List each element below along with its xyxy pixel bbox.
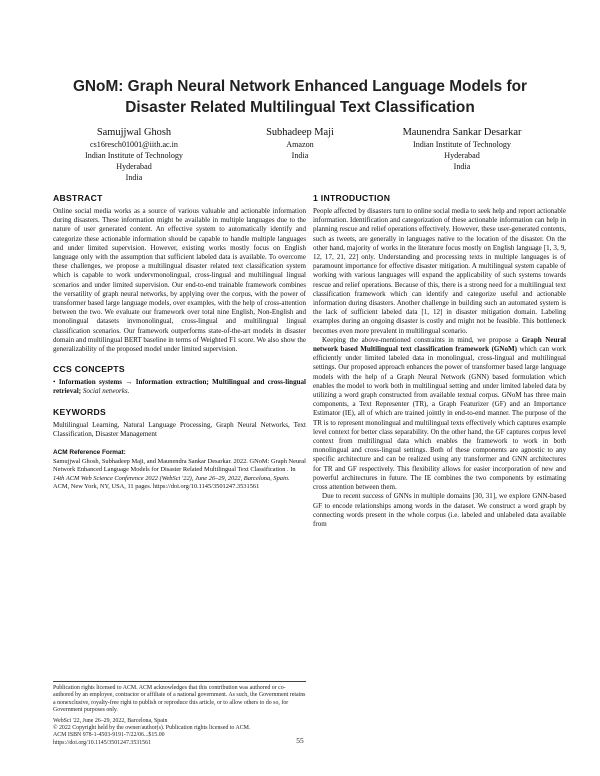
page-number: 55 [296, 736, 304, 745]
reference-format-label: ACM Reference Format: [53, 449, 126, 457]
intro-p2-bold-name: Graph Neural network based Multilingual text classification framework [313, 335, 566, 354]
paper-title [40, 76, 560, 118]
acm-reference-format [53, 449, 306, 492]
reference-authors: Samujjwal Ghosh, Subhadeep Maji, and Maunendra Sankar Desarkar. 2022. GNoM: Graph Neural Network Enhanced Language Models for Disaster Related Multilingual Text Classification . In [53, 457, 306, 474]
keywords-heading: KEYWORDS [53, 406, 107, 417]
abstract-text: Online social media works as a source of various valuable and actionable information during disasters. These information might be available in multiple languages due to the nature of user generated content. An effective system to automatically identify and categorize these actionable information should be capable to handle multiple languages and under limited supervision. However, existing works mostly focus on English language only with the assumption that sufficient labeled data is available. To overcome these challenges, we propose a multilingual disaster related text classification system which is capable to work undervmonolingual, cross-lingual and multilingual lingual scenarios and under limited supervision. Our end-to-end trainable framework combines the versatility of graph neural networks, by applying over the corpus, with the power of transformer based large language models, over examples, with the help of cross-attention between the two. We evaluate our framework over total nine English, Non-English and monolingual datasets invmonolingual, cross-lingual and multilingual lingual classification scenarios. Our framework outperforms state-of-the-art models in disaster domain and multilingual BERT baseline in terms of Weighted F1 score. We also show the generalizability of the proposed model under limited supervision. [53, 207, 306, 354]
ccs-concepts-italic: Social networks. [82, 387, 130, 396]
ccs-heading: CCS CONCEPTS [53, 364, 125, 375]
intro-p2-start: Keeping the above-mentioned constraints in mind, we propose a [322, 335, 519, 344]
author-email[interactable]: cs16resch01001@iith.ac.in [90, 140, 178, 149]
ccs-text [53, 378, 306, 396]
isbn-line: ACM ISBN 978-1-4503-9191-7/22/06...$15.00 [53, 732, 165, 739]
ccs-bullet: • [53, 378, 56, 387]
author-affiliation: Indian Institute of Technology [413, 140, 511, 149]
rights-statement: Publication rights licensed to ACM. ACM acknowledges that this contribution was authored or co-authored by an employee, contractor or affiliate of a national government. As such, the Government retains a nonexclusive, royalty-free right to publish or reproduce this article, or to allow others to do so, for Government purposes only. [53, 685, 306, 714]
author-country: India [125, 173, 143, 182]
reference-tail: ACM, New York, NY, USA, 11 pages. https://doi.org/10.1145/3501247.3531561 [53, 483, 260, 491]
right-column [313, 193, 566, 529]
author-name: Maunendra Sankar Desarkar [402, 127, 522, 138]
author-name: Subhadeep Maji [266, 127, 334, 138]
copyright-line: © 2022 Copyright held by the owner/author(s). Publication rights licensed to ACM. [53, 725, 251, 732]
left-column [53, 193, 306, 492]
author-block-3 [380, 126, 544, 172]
conference-line: WebSci '22, June 26–29, 2022, Barcelona, Spain [53, 717, 168, 724]
reference-venue: 14th ACM Web Science Conference 2022 (WebSci '22), June 26–29, 2022, Barcelona, Spain. [53, 474, 290, 482]
author-city: Hyderabad [444, 151, 480, 160]
author-city: Hyderabad [116, 162, 152, 171]
title-line-1: GNoM: Graph Neural Network Enhanced Language Models for [72, 78, 528, 95]
ccs-concepts-bold: Information systems → Information extraction; Multilingual and cross-lingual retrieval; [53, 378, 306, 396]
author-name: Samujjwal Ghosh [96, 127, 172, 138]
intro-paragraph-1: People affected by disasters turn to online social media to seek help and report actionable information. Identification and categorization of these actionable information can help in planning rescue and relief operations effectively. However, these user-generated contents, such as tweets, are generally in languages native to the location of the disaster. On the other hand, majority of works in the literature focus mostly on English language [1, 3, 9, 12, 17, 21, 22] only. Understanding and processing texts in multiple languages is of paramount importance for effective disaster mitigation. A multilingual system capable of working with various languages will expand the applicability of such systems towards rescue and relief operations. Because of this, there is a strong need for a multilingual text classification framework which can identify and categorize useful and actionable information during disasters. Another challenge in building such an automated system is the lack of sufficient labeled data [1, 12] in disaster mitigation domain. Labeling examples during an ongoing disaster is costly and might not be feasible. This bottleneck becomes even more prevalent in multilingual scenario. [313, 207, 566, 335]
keywords-text: Multilingual Learning, Natural Language Processing, Graph Neural Networks, Text Classification, Disaster Management [53, 420, 306, 438]
introduction-heading: 1 INTRODUCTION [313, 193, 391, 203]
abstract-heading: ABSTRACT [53, 193, 103, 203]
author-block-2 [236, 126, 364, 161]
intro-paragraph-3: Due to recent success of GNNs in multiple domains [30, 31], we explore GNN-based GF to encode relationships among words in the dataset. We construct a word graph by connecting words present in the whole corpus (i.e. labeled and unlabeled data available from [313, 492, 566, 528]
intro-p2-rest: which can work efficiently under limited labeled data in monolingual, cross-lingual and multilingual settings. Our proposed approach enhances the power of transformer based large language models with the help of a Graph Neural Network (GNN) based formulation which enables the model to work both in multilingual setting and under limited labeled data by utilizing a word graph constructed from available textual corpus. GNoM has three main components, a Text Representer (TR), a Graph Featurizer (GF) and an Importance Estimator (IE), all of which are trained jointly in end-to-end manner. The purpose of the TR is to represent monolingual and multilingual texts effectively which captures example level context for better class separability. On the other hand, the GF captures corpus level context from multilingual data which enables the framework to work in both monolingual and cross-lingual settings. Both of these components are agnostic to any specific architecture and can be realized using any transformer and GNN architectures for TR and GF respectively. This flexibility allows for easier incorporation of new and powerful architectures in future. The IE combines the two components by estimating cross attention between them. [313, 345, 566, 492]
author-block-1 [60, 126, 208, 183]
author-country: India [453, 162, 471, 171]
intro-p2-acronym: (GNoM) [491, 345, 518, 354]
title-line-2: Disaster Related Multilingual Text Classification [125, 99, 475, 116]
doi-link[interactable]: https://doi.org/10.1145/3501247.3531561 [53, 739, 152, 746]
author-affiliation: Amazon [286, 140, 314, 149]
intro-paragraph-2 [313, 336, 566, 492]
author-affiliation: Indian Institute of Technology [85, 151, 183, 160]
author-country: India [291, 151, 309, 160]
